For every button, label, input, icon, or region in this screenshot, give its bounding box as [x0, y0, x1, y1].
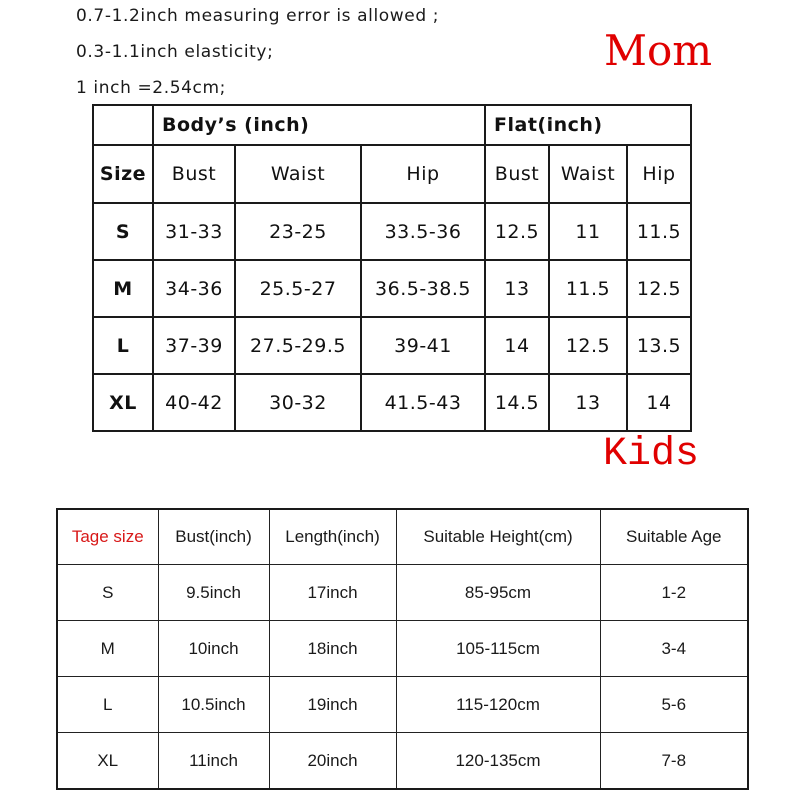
kids-cell: 11inch: [158, 733, 269, 790]
kids-cell: 7-8: [600, 733, 748, 790]
mom-cell: 31-33: [153, 203, 235, 260]
kids-row-s: [57, 565, 748, 621]
mom-cell: 25.5-27: [235, 260, 361, 317]
kids-row-m: [57, 621, 748, 677]
mom-col-flat-bust: Bust: [485, 145, 549, 203]
kids-cell: 5-6: [600, 677, 748, 733]
mom-group-flat: Flat(inch): [485, 105, 691, 145]
mom-cell: 13: [549, 374, 627, 431]
mom-cell: 11.5: [627, 203, 691, 260]
note-elasticity: 0.3-1.1inch elasticity;: [76, 42, 274, 62]
mom-cell: 13: [485, 260, 549, 317]
mom-col-body-hip: Hip: [361, 145, 485, 203]
mom-cell: 12.5: [549, 317, 627, 374]
mom-cell: 40-42: [153, 374, 235, 431]
mom-cell: 12.5: [485, 203, 549, 260]
mom-cell: 41.5-43: [361, 374, 485, 431]
kids-col-length: Length(inch): [269, 509, 396, 565]
mom-cell: 14: [627, 374, 691, 431]
mom-cell: M: [93, 260, 153, 317]
mom-size-table: [92, 104, 692, 432]
mom-cell: 11.5: [549, 260, 627, 317]
kids-size-table: [56, 508, 749, 790]
mom-cell: XL: [93, 374, 153, 431]
kids-cell: XL: [57, 733, 158, 790]
kids-cell: 85-95cm: [396, 565, 600, 621]
kids-cell: L: [57, 677, 158, 733]
kids-cell: M: [57, 621, 158, 677]
mom-row-l: [93, 317, 691, 374]
mom-row-m: [93, 260, 691, 317]
mom-cell: 39-41: [361, 317, 485, 374]
kids-cell: S: [57, 565, 158, 621]
mom-col-size: Size: [93, 145, 153, 203]
mom-row-xl: [93, 374, 691, 431]
kids-col-bust: Bust(inch): [158, 509, 269, 565]
kids-column-header-row: [57, 509, 748, 565]
mom-cell: S: [93, 203, 153, 260]
mom-cell: 34-36: [153, 260, 235, 317]
mom-cell: 14: [485, 317, 549, 374]
mom-col-flat-hip: Hip: [627, 145, 691, 203]
mom-col-flat-waist: Waist: [549, 145, 627, 203]
mom-cell: 13.5: [627, 317, 691, 374]
kids-cell: 10.5inch: [158, 677, 269, 733]
kids-cell: 1-2: [600, 565, 748, 621]
kids-row-xl: [57, 733, 748, 790]
kids-cell: 9.5inch: [158, 565, 269, 621]
mom-col-body-bust: Bust: [153, 145, 235, 203]
kids-cell: 120-135cm: [396, 733, 600, 790]
kids-col-tage-size: Tage size: [57, 509, 158, 565]
kids-cell: 18inch: [269, 621, 396, 677]
mom-cell: L: [93, 317, 153, 374]
kids-cell: 20inch: [269, 733, 396, 790]
kids-heading: Kids: [603, 432, 700, 477]
mom-group-body: Body’s (inch): [153, 105, 485, 145]
kids-row-l: [57, 677, 748, 733]
kids-cell: 115-120cm: [396, 677, 600, 733]
kids-cell: 19inch: [269, 677, 396, 733]
note-inch-conversion: 1 inch =2.54cm;: [76, 78, 226, 98]
mom-group-header-row: [93, 105, 691, 145]
mom-cell: 11: [549, 203, 627, 260]
kids-col-age: Suitable Age: [600, 509, 748, 565]
kids-col-height: Suitable Height(cm): [396, 509, 600, 565]
mom-row-s: [93, 203, 691, 260]
mom-cell: 14.5: [485, 374, 549, 431]
mom-cell: 23-25: [235, 203, 361, 260]
mom-cell: 12.5: [627, 260, 691, 317]
mom-cell: 33.5-36: [361, 203, 485, 260]
mom-column-header-row: [93, 145, 691, 203]
mom-cell: 36.5-38.5: [361, 260, 485, 317]
mom-cell: 30-32: [235, 374, 361, 431]
kids-cell: 10inch: [158, 621, 269, 677]
mom-cell: 37-39: [153, 317, 235, 374]
kids-cell: 105-115cm: [396, 621, 600, 677]
kids-cell: 3-4: [600, 621, 748, 677]
kids-cell: 17inch: [269, 565, 396, 621]
mom-cell: 27.5-29.5: [235, 317, 361, 374]
mom-col-body-waist: Waist: [235, 145, 361, 203]
mom-corner-cell: [93, 105, 153, 145]
note-measuring-error: 0.7-1.2inch measuring error is allowed ;: [76, 6, 440, 26]
mom-heading: Mom: [604, 26, 713, 75]
